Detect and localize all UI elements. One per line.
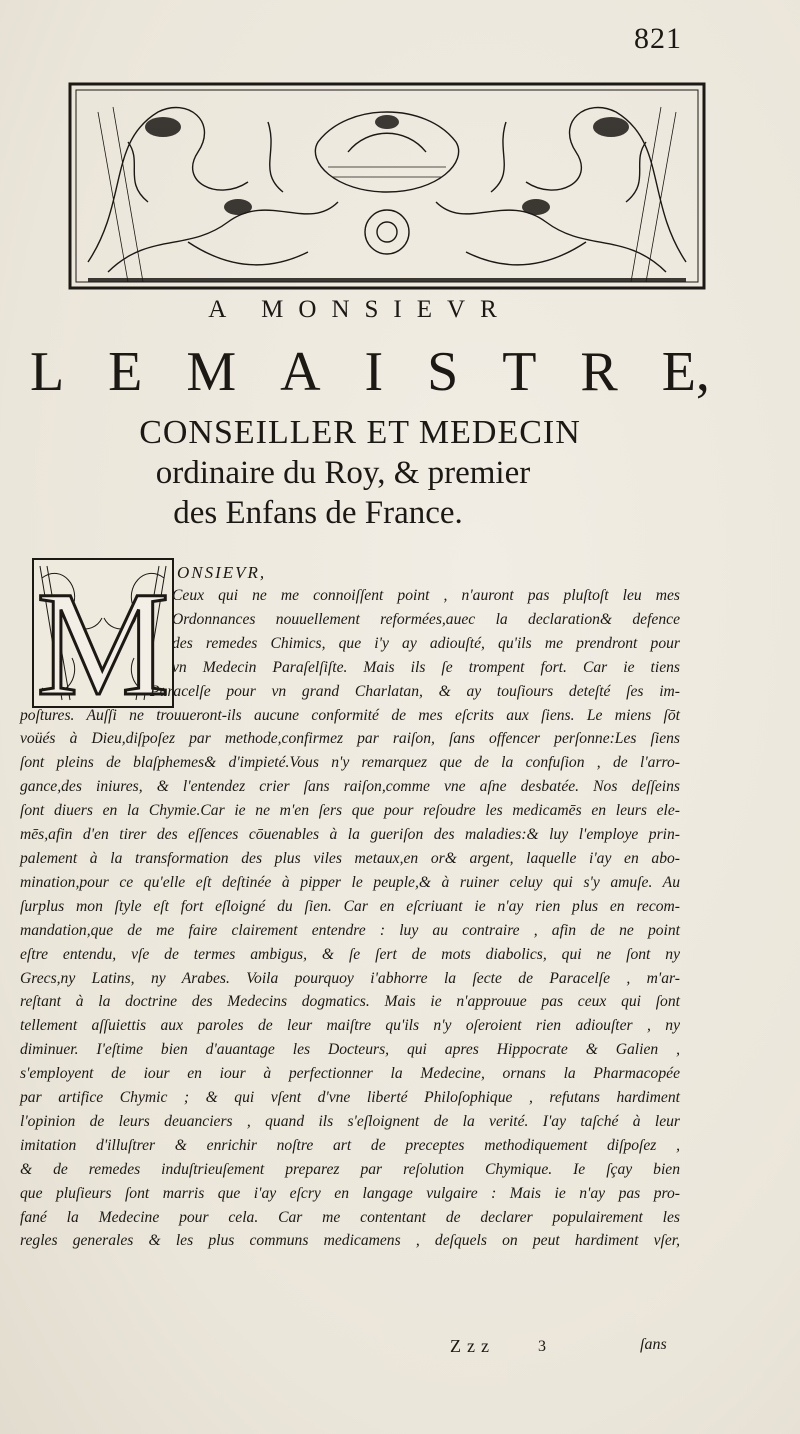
text-line: imitation d'illuſtrer & enrichir noſtre art de preceptes methodiquement diſpoſez , [20, 1136, 680, 1154]
dedicatee-title: CONSEILLER ET MEDECIN [139, 414, 581, 451]
text-line: l'opinion de leurs deuanciers , quand ils s'eſloignent de la verité. I'ay taſché à leur [20, 1112, 680, 1130]
text-line: diminuer. I'eſtime bien d'auantage les Docteurs, qui apres Hippocrate & Galien , [20, 1041, 680, 1059]
text-line: Paracelſe pour vn grand Charlatan, & ay touſiours deteſté ſes im- [150, 682, 680, 700]
text-line: poſtures. Auſſi ne trouueront-ils aucune conformité de mes eſcrits aux ſiens. Le miens ſōt [20, 706, 680, 724]
text-line: que pluſieurs ſont marris que i'ay eſcry en langage vulgaire : Mais ie n'ay pas pro- [20, 1184, 680, 1202]
signature-mark: Zzz [450, 1336, 495, 1356]
dedicatee-name [30, 340, 710, 404]
salutation: ONSIEVR, [177, 563, 267, 582]
name-letter: L [30, 341, 65, 403]
name-letter: S [427, 341, 459, 403]
dedication-heading: A MONSIEVR [208, 296, 512, 323]
text-line: palement à la transformation des plus viles metaux,en or& argent, laquelle i'ay en abo- [20, 849, 680, 867]
name-letter: M [186, 341, 237, 403]
page-number: 821 [634, 22, 682, 55]
text-line: mandation,que de me faire clairement entendre : luy au contraire , afin de ne point [20, 921, 680, 939]
text-line: mēs,afin d'en tirer des eſſences cōuenables à la gueriſon des maladies:& luy l'employe prin- [20, 826, 680, 844]
name-letter: A [280, 341, 321, 403]
name-letter: E, [661, 341, 710, 403]
text-line: ſont diuers en la Chymie.Car ie ne m'en ſers que pour reſoudre les medicamēs en leurs ele- [20, 802, 680, 820]
name-letter: R [580, 341, 618, 403]
text-line: par artifice Chymic ; & qui vſent d'vne liberté Philoſophique , refutans hardiment [20, 1089, 680, 1107]
text-line: & de remedes induſtrieuſement preparez par reſolution Chymique. Ie ſçay bien [20, 1160, 680, 1178]
text-line: Ordonnances nouuellement reformées,auec la declaration& defence [172, 610, 680, 628]
text-line: s'employent de iour en iour à perfectionner la Medecine, ornans la Pharmacopée [20, 1065, 680, 1083]
name-letter: T [502, 341, 537, 403]
name-letter: E [108, 341, 143, 403]
text-line: reſtant à la doctrine des Medecins dogmatics. Mais ie n'approuue pas ceux qui ſont [20, 993, 680, 1011]
text-line: tellement aſſuiettis aux paroles de leur maiſtre qu'ils n'y oſeroient rien adiouſter , ny [20, 1017, 680, 1035]
text-line: ſurplus mon ſtyle eſt fort eſloigné du ſien. Car en eſcriuant ie n'ay rien plus en recom- [20, 897, 680, 915]
catchword: ſans [640, 1336, 667, 1353]
name-letter: I [364, 341, 384, 403]
ornamental-headpiece [68, 82, 706, 290]
text-line: ſont pleins de blaſphemes& d'impieté.Vous n'y remarquez que de la confuſion , de l'arro- [20, 754, 680, 772]
letter-body [20, 584, 680, 1253]
text-line: eſtre entendu, vſe de termes ambigus, & ſe ſert de mots diabolics, qui ne ſont ny [20, 945, 680, 963]
text-line: voüés à Dieu,diſpoſez par methode,confirmez par raiſon, ſans offencer perſonne:Les ſiens [20, 730, 680, 748]
drop-cap-letter: M [36, 561, 170, 708]
dedicatee-title-line-2: ordinaire du Roy, & premier [155, 455, 531, 491]
dedicatee-title-line-3: des Enfans de France. [173, 495, 463, 531]
text-line: gance,des iniures, & l'entendez crier ſans raiſon,comme vne aſne desbatée. Nos deſſeins [20, 778, 680, 796]
signature-number: 3 [538, 1338, 546, 1355]
text-line: regles generales & les plus communs medicamens , deſquels on peut hardiment vſer, [20, 1232, 680, 1250]
text-line: des remedes Chimics, que i'y ay adiouſté, qu'ils me prendront pour [172, 634, 680, 652]
text-line: mination,pour ce qu'elle eſt deſtinée à pipper le peuple,& à ruiner celuy qui s'y amuſe. Au [20, 873, 680, 891]
text-line: Grecs,ny Latins, ny Arabes. Voila pourquoy i'abhorre la ſecte de Paracelſe , m'ar- [20, 969, 680, 987]
text-line: vn Medecin Paraſelſiſte. Mais ils ſe trompent fort. Car ie tiens [172, 658, 680, 676]
text-line: Ceux qui ne me connoiſſent point , n'auront pas pluſtoſt leu mes [172, 587, 680, 604]
text-line: fané la Medecine pour cela. Car me contentant de declarer populairement les [20, 1208, 680, 1226]
